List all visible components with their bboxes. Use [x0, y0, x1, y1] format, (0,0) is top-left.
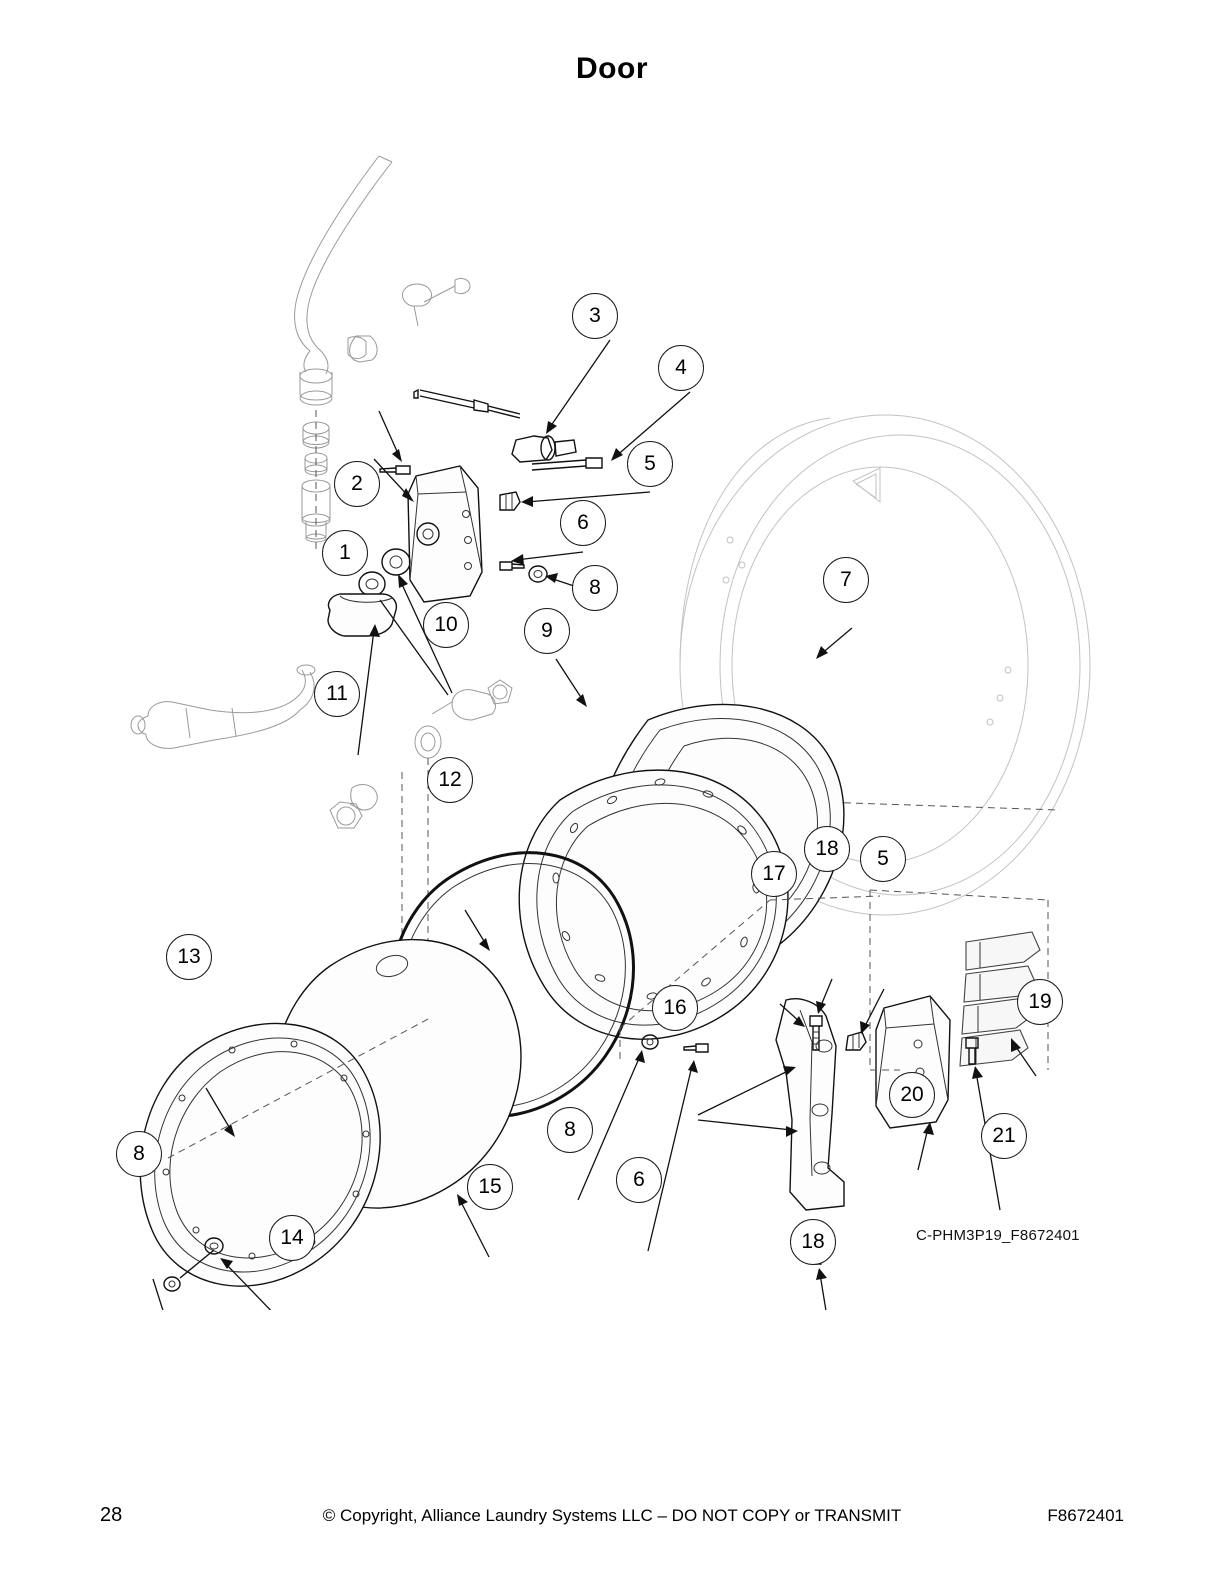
callout-19[interactable]: 19	[1017, 979, 1063, 1025]
clip-item5-right	[846, 1032, 866, 1050]
page-number: 28	[100, 1504, 123, 1526]
callout-5-right[interactable]: 5	[860, 836, 906, 882]
page-title: Door	[576, 52, 648, 85]
callout-9[interactable]: 9	[524, 608, 570, 654]
callout-12[interactable]: 12	[427, 757, 473, 803]
callout-5-top[interactable]: 5	[627, 441, 673, 487]
callout-16[interactable]: 16	[652, 985, 698, 1031]
callout-21[interactable]: 21	[981, 1113, 1027, 1159]
pin-rod-group	[414, 390, 602, 470]
copyright-notice: © Copyright, Alliance Laundry Systems LLC – DO NOT COPY or TRANSMIT	[322, 1506, 902, 1525]
exploded-diagram	[0, 110, 1224, 1310]
callout-11[interactable]: 11	[314, 671, 360, 717]
clip-item5-top	[500, 492, 520, 510]
handle-item11	[328, 594, 396, 636]
screw-washer-group-top	[500, 562, 547, 582]
callout-17[interactable]: 17	[751, 851, 797, 897]
callout-18-top[interactable]: 18	[804, 826, 850, 872]
callout-4[interactable]: 4	[658, 345, 704, 391]
callout-8-top[interactable]: 8	[572, 565, 618, 611]
document-id: F8672401	[1047, 1506, 1124, 1525]
callout-6-top[interactable]: 6	[560, 500, 606, 546]
callout-8-bottom-left[interactable]: 8	[116, 1131, 162, 1177]
hinge-arm-item17	[776, 999, 844, 1210]
callout-2[interactable]: 2	[334, 461, 380, 507]
callout-14[interactable]: 14	[269, 1215, 315, 1261]
callout-18-bottom[interactable]: 18	[790, 1219, 836, 1265]
callout-10[interactable]: 10	[423, 602, 469, 648]
callout-15[interactable]: 15	[467, 1164, 513, 1210]
page-footer	[0, 1504, 1224, 1528]
callout-8-bottom-center[interactable]: 8	[547, 1107, 593, 1153]
callout-1[interactable]: 1	[322, 530, 368, 576]
diagram-artwork	[0, 110, 1224, 1310]
callout-6-bottom[interactable]: 6	[616, 1157, 662, 1203]
callout-3[interactable]: 3	[572, 293, 618, 339]
hinge-bracket-part	[408, 466, 482, 602]
callout-7[interactable]: 7	[823, 557, 869, 603]
drawing-code: C-PHM3P19_F8672401	[916, 1227, 1080, 1244]
callout-20[interactable]: 20	[889, 1072, 935, 1118]
callout-13[interactable]: 13	[166, 934, 212, 980]
